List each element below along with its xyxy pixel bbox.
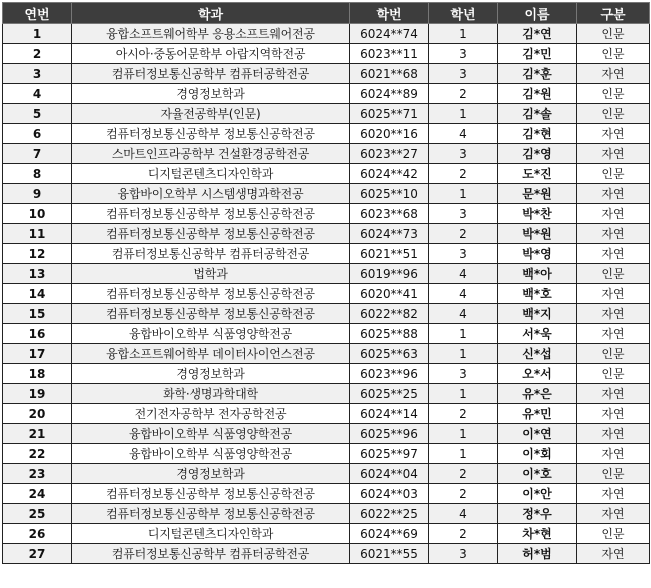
- cell-name: 신*섭: [498, 344, 577, 364]
- table-row: [3, 244, 650, 264]
- cell-student-id: 6024**14: [350, 404, 429, 424]
- table-row: [3, 484, 650, 504]
- cell-dept: 법학과: [72, 264, 350, 284]
- cell-student-id: 6023**96: [350, 364, 429, 384]
- cell-type: 자연: [577, 484, 650, 504]
- cell-student-id: 6024**03: [350, 484, 429, 504]
- cell-type: 인문: [577, 84, 650, 104]
- table-row: [3, 324, 650, 344]
- cell-year: 4: [429, 284, 498, 304]
- table-row: [3, 24, 650, 44]
- cell-student-id: 6020**16: [350, 124, 429, 144]
- cell-year: 1: [429, 344, 498, 364]
- cell-name: 백*아: [498, 264, 577, 284]
- cell-no: 11: [3, 224, 72, 244]
- table-row: [3, 44, 650, 64]
- cell-name: 김*민: [498, 44, 577, 64]
- cell-no: 23: [3, 464, 72, 484]
- cell-type: 자연: [577, 224, 650, 244]
- cell-dept: 컴퓨터정보통신공학부 정보통신공학전공: [72, 304, 350, 324]
- cell-no: 21: [3, 424, 72, 444]
- cell-year: 2: [429, 224, 498, 244]
- cell-year: 1: [429, 384, 498, 404]
- cell-dept: 컴퓨터정보통신공학부 정보통신공학전공: [72, 504, 350, 524]
- cell-type: 인문: [577, 24, 650, 44]
- cell-student-id: 6021**68: [350, 64, 429, 84]
- cell-student-id: 6025**63: [350, 344, 429, 364]
- table-row: [3, 64, 650, 84]
- cell-type: 인문: [577, 104, 650, 124]
- cell-no: 24: [3, 484, 72, 504]
- cell-year: 1: [429, 424, 498, 444]
- table-row: [3, 364, 650, 384]
- cell-name: 김*원: [498, 84, 577, 104]
- table-row: [3, 444, 650, 464]
- cell-no: 17: [3, 344, 72, 364]
- cell-name: 김*연: [498, 24, 577, 44]
- header-student-id: 학번: [350, 3, 429, 24]
- cell-name: 이*연: [498, 424, 577, 444]
- table-row: [3, 344, 650, 364]
- cell-dept: 경영정보학과: [72, 84, 350, 104]
- cell-name: 김*훈: [498, 64, 577, 84]
- header-type: 구분: [577, 3, 650, 24]
- cell-dept: 화학·생명과학대학: [72, 384, 350, 404]
- cell-type: 자연: [577, 404, 650, 424]
- cell-type: 자연: [577, 204, 650, 224]
- cell-type: 인문: [577, 44, 650, 64]
- cell-name: 김*솔: [498, 104, 577, 124]
- cell-type: 자연: [577, 244, 650, 264]
- cell-year: 1: [429, 324, 498, 344]
- cell-student-id: 6024**89: [350, 84, 429, 104]
- cell-year: 3: [429, 64, 498, 84]
- cell-year: 2: [429, 84, 498, 104]
- cell-type: 자연: [577, 284, 650, 304]
- cell-dept: 컴퓨터정보통신공학부 정보통신공학전공: [72, 224, 350, 244]
- cell-type: 자연: [577, 544, 650, 564]
- cell-dept: 컴퓨터정보통신공학부 정보통신공학전공: [72, 284, 350, 304]
- cell-name: 박*영: [498, 244, 577, 264]
- cell-type: 자연: [577, 64, 650, 84]
- table-row: [3, 304, 650, 324]
- cell-year: 4: [429, 304, 498, 324]
- cell-name: 박*찬: [498, 204, 577, 224]
- cell-no: 15: [3, 304, 72, 324]
- cell-student-id: 6020**41: [350, 284, 429, 304]
- cell-name: 김*현: [498, 124, 577, 144]
- cell-no: 26: [3, 524, 72, 544]
- cell-year: 1: [429, 24, 498, 44]
- cell-no: 13: [3, 264, 72, 284]
- cell-no: 8: [3, 164, 72, 184]
- cell-dept: 컴퓨터정보통신공학부 정보통신공학전공: [72, 204, 350, 224]
- cell-name: 박*원: [498, 224, 577, 244]
- cell-name: 서*욱: [498, 324, 577, 344]
- table-row: [3, 104, 650, 124]
- cell-no: 20: [3, 404, 72, 424]
- cell-name: 유*민: [498, 404, 577, 424]
- cell-name: 김*영: [498, 144, 577, 164]
- cell-year: 1: [429, 444, 498, 464]
- cell-type: 자연: [577, 184, 650, 204]
- cell-no: 4: [3, 84, 72, 104]
- cell-year: 2: [429, 524, 498, 544]
- cell-dept: 컴퓨터정보통신공학부 정보통신공학전공: [72, 484, 350, 504]
- cell-dept: 융합바이오학부 시스템생명과학전공: [72, 184, 350, 204]
- cell-type: 자연: [577, 304, 650, 324]
- table-row: [3, 124, 650, 144]
- cell-year: 2: [429, 464, 498, 484]
- table-row: [3, 184, 650, 204]
- cell-name: 문*원: [498, 184, 577, 204]
- cell-type: 자연: [577, 384, 650, 404]
- cell-year: 3: [429, 364, 498, 384]
- cell-name: 오*서: [498, 364, 577, 384]
- cell-dept: 자율전공학부(인문): [72, 104, 350, 124]
- cell-type: 자연: [577, 324, 650, 344]
- cell-dept: 디지털콘텐츠디자인학과: [72, 524, 350, 544]
- cell-dept: 컴퓨터정보통신공학부 컴퓨터공학전공: [72, 64, 350, 84]
- cell-no: 19: [3, 384, 72, 404]
- cell-year: 3: [429, 204, 498, 224]
- cell-student-id: 6025**88: [350, 324, 429, 344]
- cell-year: 2: [429, 484, 498, 504]
- cell-student-id: 6024**42: [350, 164, 429, 184]
- table-body: [3, 24, 650, 564]
- cell-student-id: 6025**96: [350, 424, 429, 444]
- cell-name: 백*호: [498, 284, 577, 304]
- cell-name: 이*안: [498, 484, 577, 504]
- cell-year: 1: [429, 184, 498, 204]
- cell-name: 유*은: [498, 384, 577, 404]
- cell-no: 10: [3, 204, 72, 224]
- cell-dept: 아시아·중동어문학부 아랍지역학전공: [72, 44, 350, 64]
- student-table: [2, 2, 650, 564]
- cell-student-id: 6024**74: [350, 24, 429, 44]
- cell-dept: 융합바이오학부 식품영양학전공: [72, 324, 350, 344]
- cell-student-id: 6025**97: [350, 444, 429, 464]
- cell-year: 3: [429, 544, 498, 564]
- cell-year: 4: [429, 504, 498, 524]
- cell-no: 2: [3, 44, 72, 64]
- cell-type: 자연: [577, 504, 650, 524]
- cell-name: 이*호: [498, 464, 577, 484]
- cell-dept: 경영정보학과: [72, 464, 350, 484]
- cell-dept: 융합바이오학부 식품영양학전공: [72, 444, 350, 464]
- table-row: [3, 224, 650, 244]
- cell-student-id: 6024**04: [350, 464, 429, 484]
- cell-student-id: 6025**25: [350, 384, 429, 404]
- cell-student-id: 6025**71: [350, 104, 429, 124]
- table-row: [3, 144, 650, 164]
- cell-name: 도*진: [498, 164, 577, 184]
- cell-type: 자연: [577, 144, 650, 164]
- cell-student-id: 6024**69: [350, 524, 429, 544]
- cell-no: 5: [3, 104, 72, 124]
- cell-student-id: 6022**82: [350, 304, 429, 324]
- table-row: [3, 284, 650, 304]
- cell-no: 7: [3, 144, 72, 164]
- table-row: [3, 424, 650, 444]
- cell-name: 허*범: [498, 544, 577, 564]
- cell-name: 차*현: [498, 524, 577, 544]
- student-list-container: [2, 2, 649, 586]
- cell-student-id: 6019**96: [350, 264, 429, 284]
- table-row: [3, 504, 650, 524]
- cell-no: 22: [3, 444, 72, 464]
- table-header: [3, 3, 650, 24]
- cell-year: 3: [429, 244, 498, 264]
- table-row: [3, 164, 650, 184]
- cell-student-id: 6021**55: [350, 544, 429, 564]
- cell-year: 2: [429, 404, 498, 424]
- cell-type: 자연: [577, 444, 650, 464]
- cell-dept: 스마트인프라공학부 건설환경공학전공: [72, 144, 350, 164]
- cell-type: 인문: [577, 464, 650, 484]
- cell-student-id: 6022**25: [350, 504, 429, 524]
- cell-year: 4: [429, 124, 498, 144]
- cell-dept: 컴퓨터정보통신공학부 정보통신공학전공: [72, 124, 350, 144]
- cell-name: 이*회: [498, 444, 577, 464]
- table-row: [3, 524, 650, 544]
- table-row: [3, 264, 650, 284]
- cell-no: 25: [3, 504, 72, 524]
- header-row: [3, 3, 650, 24]
- cell-type: 인문: [577, 524, 650, 544]
- cell-student-id: 6023**27: [350, 144, 429, 164]
- cell-type: 인문: [577, 264, 650, 284]
- cell-year: 1: [429, 104, 498, 124]
- table-row: [3, 84, 650, 104]
- cell-year: 3: [429, 144, 498, 164]
- cell-name: 정*우: [498, 504, 577, 524]
- cell-no: 12: [3, 244, 72, 264]
- cell-dept: 컴퓨터정보통신공학부 컴퓨터공학전공: [72, 544, 350, 564]
- header-name: 이름: [498, 3, 577, 24]
- cell-type: 자연: [577, 424, 650, 444]
- table-row: [3, 204, 650, 224]
- cell-year: 3: [429, 44, 498, 64]
- cell-no: 6: [3, 124, 72, 144]
- header-dept: 학과: [72, 3, 350, 24]
- cell-dept: 경영정보학과: [72, 364, 350, 384]
- cell-name: 백*지: [498, 304, 577, 324]
- table-row: [3, 464, 650, 484]
- cell-student-id: 6021**51: [350, 244, 429, 264]
- cell-student-id: 6023**68: [350, 204, 429, 224]
- cell-dept: 디지털콘텐츠디자인학과: [72, 164, 350, 184]
- cell-no: 1: [3, 24, 72, 44]
- cell-no: 27: [3, 544, 72, 564]
- cell-no: 3: [3, 64, 72, 84]
- cell-no: 16: [3, 324, 72, 344]
- cell-dept: 융합소프트웨어학부 응용소프트웨어전공: [72, 24, 350, 44]
- table-row: [3, 544, 650, 564]
- cell-type: 인문: [577, 164, 650, 184]
- cell-year: 4: [429, 264, 498, 284]
- cell-dept: 융합소프트웨어학부 데이터사이언스전공: [72, 344, 350, 364]
- cell-dept: 융합바이오학부 식품영양학전공: [72, 424, 350, 444]
- header-no: 연번: [3, 3, 72, 24]
- table-row: [3, 384, 650, 404]
- cell-type: 인문: [577, 344, 650, 364]
- cell-dept: 컴퓨터정보통신공학부 컴퓨터공학전공: [72, 244, 350, 264]
- cell-dept: 전기전자공학부 전자공학전공: [72, 404, 350, 424]
- cell-student-id: 6024**73: [350, 224, 429, 244]
- cell-type: 자연: [577, 124, 650, 144]
- cell-year: 2: [429, 164, 498, 184]
- cell-student-id: 6025**10: [350, 184, 429, 204]
- cell-student-id: 6023**11: [350, 44, 429, 64]
- cell-no: 14: [3, 284, 72, 304]
- cell-no: 18: [3, 364, 72, 384]
- cell-type: 인문: [577, 364, 650, 384]
- cell-no: 9: [3, 184, 72, 204]
- header-year: 학년: [429, 3, 498, 24]
- table-row: [3, 404, 650, 424]
